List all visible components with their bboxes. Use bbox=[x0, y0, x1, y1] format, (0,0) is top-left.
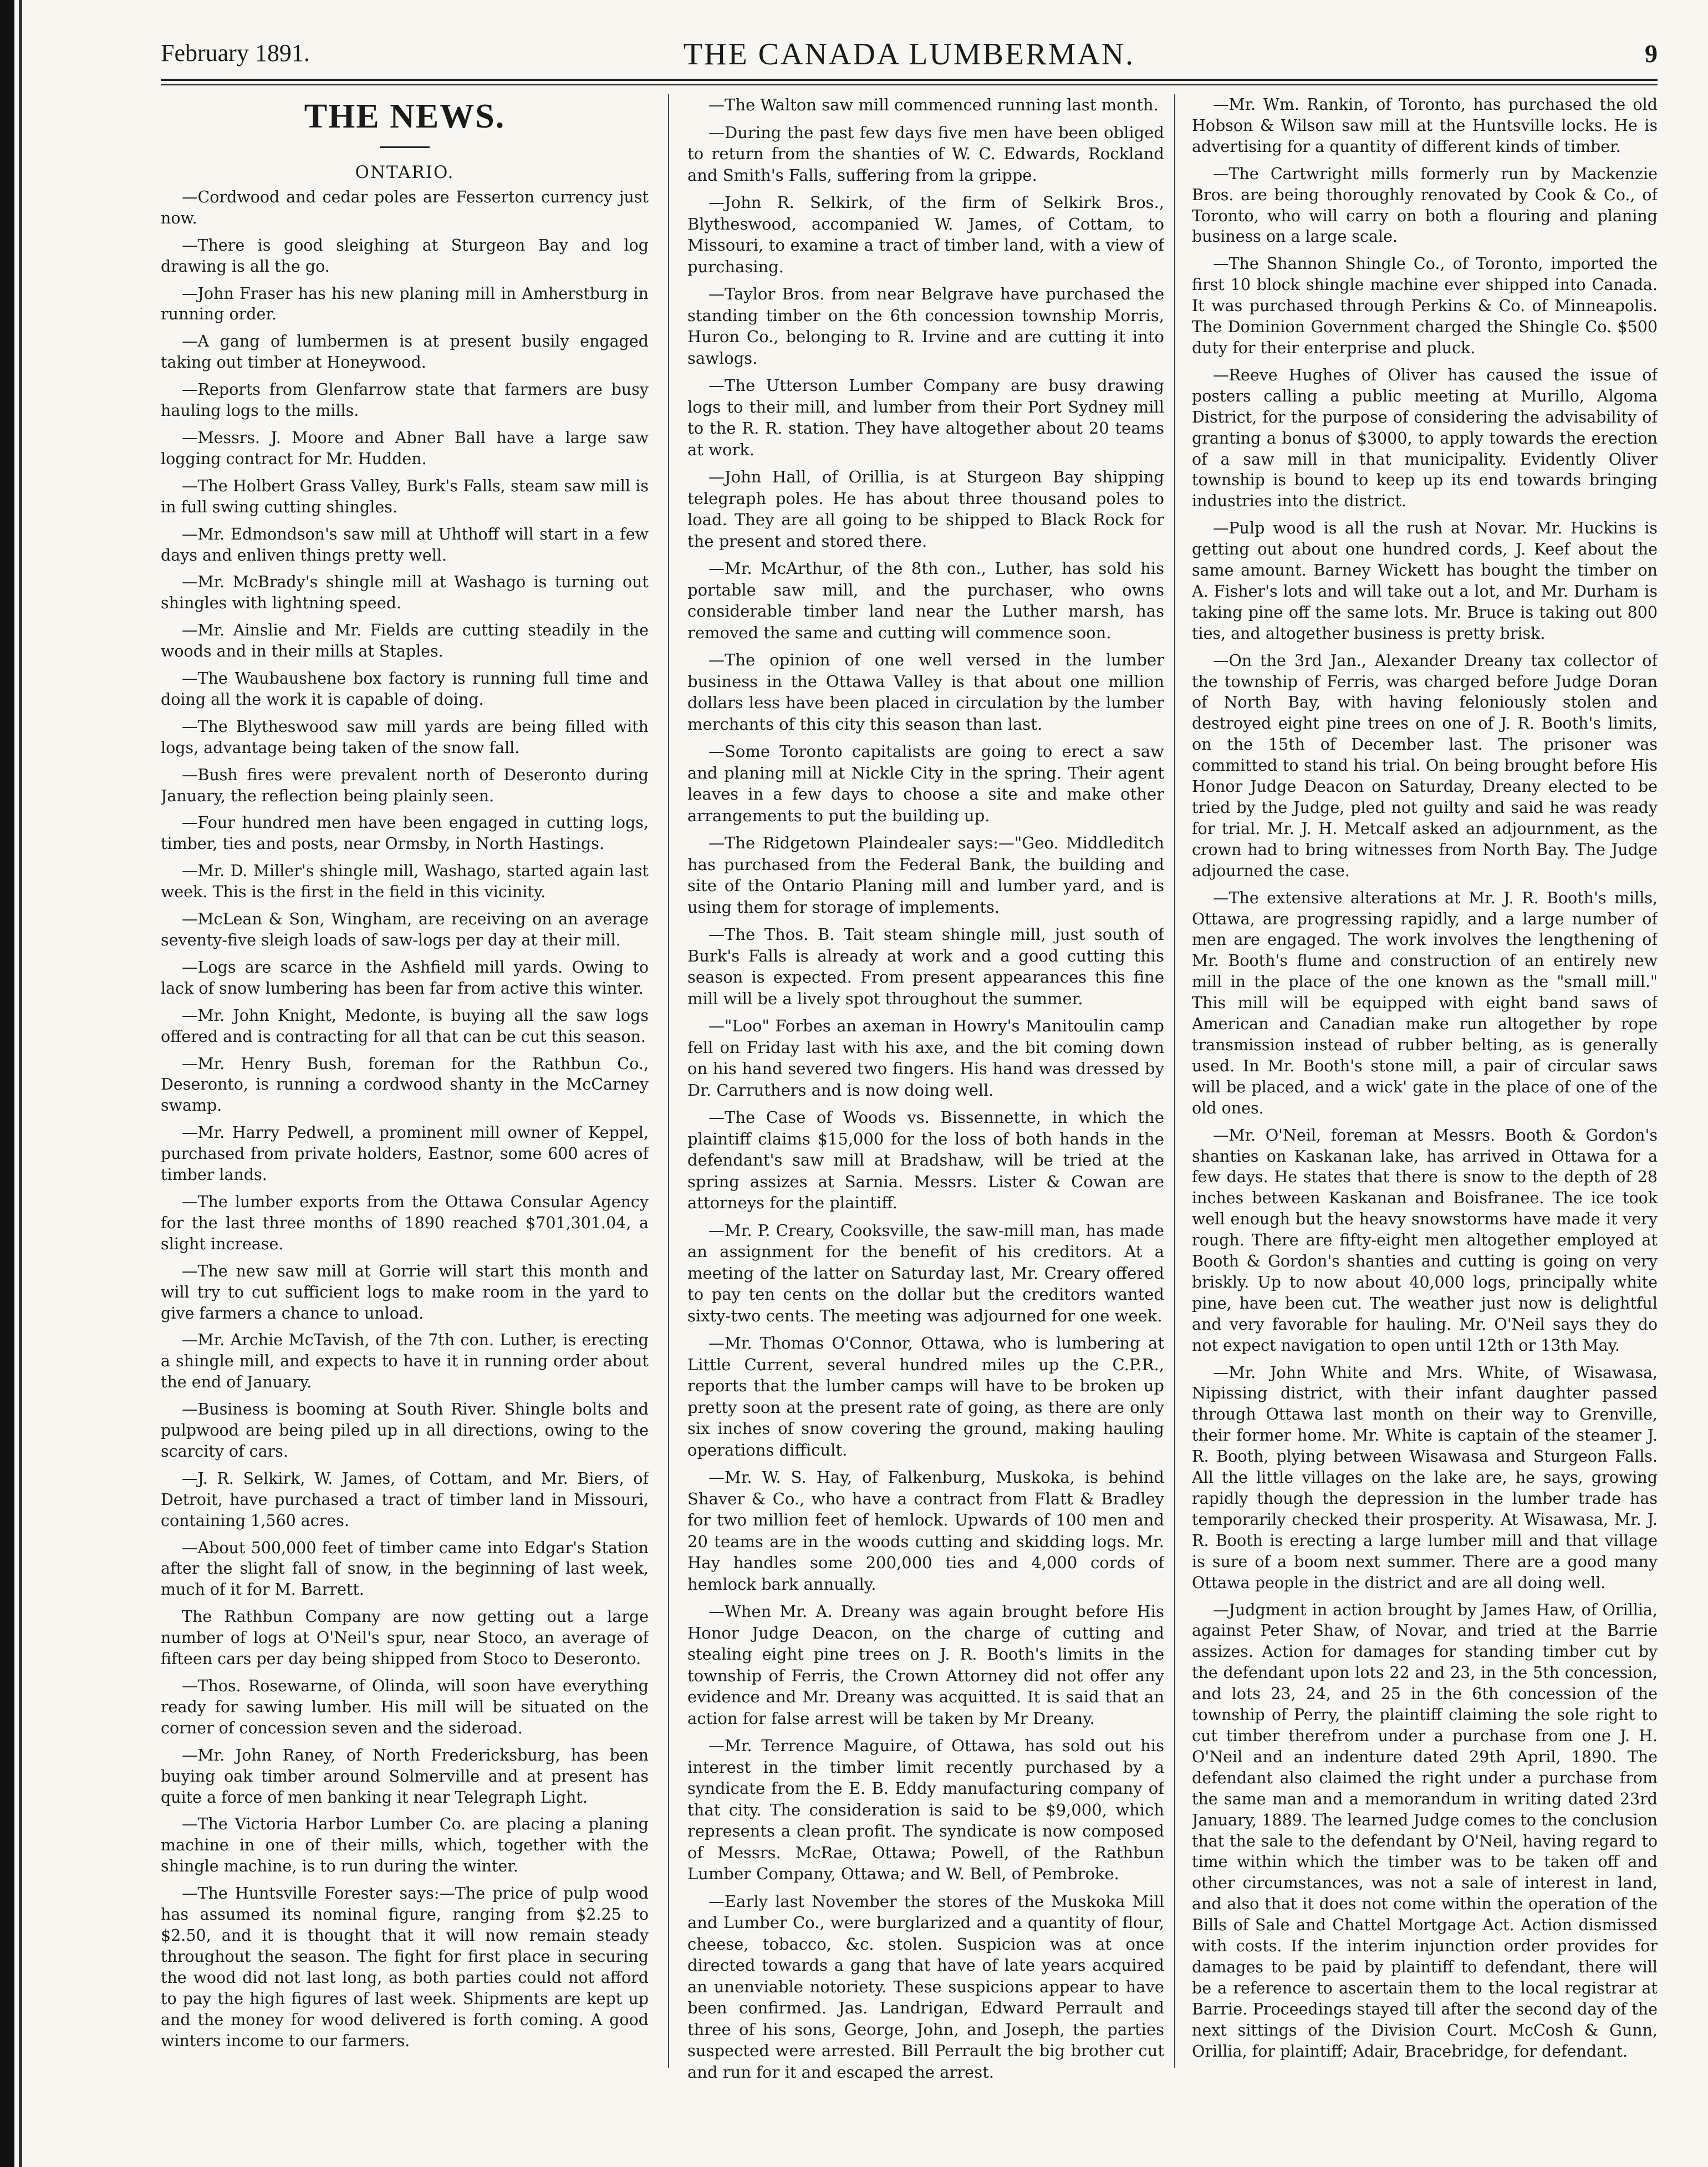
news-items bbox=[1192, 94, 1658, 2062]
news-item: —Four hundred men have been engaged in cutting logs, timber, ties and posts, near Ormsby, in North Hastings. bbox=[161, 813, 649, 853]
news-item: —J. R. Selkirk, W. James, of Cottam, and Mr. Biers, of Detroit, have purchased a tract of timber land in Missouri, containing 1,560 acres. bbox=[161, 1469, 649, 1530]
news-item: —Mr. Edmondson's saw mill at Uhthoff will start in a few days and enliven things pretty well. bbox=[161, 525, 649, 564]
news-item: —Mr. Ainslie and Mr. Fields are cutting steadily in the woods and in their mills at Staples. bbox=[161, 621, 649, 661]
news-item: —Mr. D. Miller's shingle mill, Washago, started again last week. This is the first in the field in this vicinity. bbox=[161, 862, 649, 902]
column-divider bbox=[668, 94, 669, 2068]
news-item: —On the 3rd Jan., Alexander Dreany tax collector of the township of Ferris, was charged before Judge Doran of North Bay, with having feloniously stolen and destroyed eight pine trees on one of J. R. Booth's limits, on the 15th of December last. The prisoner was committed to stand his trial. On being brought before His Honor Judge Deacon on Saturday, Dreany elected to be tried by the Judge, pled not guilty and said he was ready for trial. Mr. J. H. Metcalf asked an adjournment, as the crown had to bring witnesses from North Bay. The Judge adjourned the case. bbox=[1192, 651, 1658, 880]
issue-date: February 1891. bbox=[161, 39, 310, 67]
news-item: —The extensive alterations at Mr. J. R. Booth's mills, Ottawa, are progressing rapidly, and a large number of men are engaged. The work involves the lengthening of Mr. Booth's flume and construction of an entirely new mill in the place of the one known as the "small mill." This mill will be equipped with eight band saws of American and Canadian make run altogether by rope transmission instead of rubber belting, as is generally used. In Mr. Booth's stone mill, a pair of circular saws will be placed, and a wick' gate in the place of one of the old ones. bbox=[1192, 888, 1658, 1117]
news-item: —Mr. Henry Bush, foreman for the Rathbun Co., Deseronto, is running a cordwood shanty in the McCarney swamp. bbox=[161, 1054, 649, 1115]
news-item: —Mr. John Raney, of North Fredericksburg, has been buying oak timber around Solmerville and at present has quite a force of men banking it near Telegraph Light. bbox=[161, 1746, 649, 1807]
news-item: —Messrs. J. Moore and Abner Ball have a large saw logging contract for Mr. Hudden. bbox=[161, 428, 649, 468]
news-item: —The opinion of one well versed in the lumber business in the Ottawa Valley is that about one million dollars less have been placed in circulation by the lumber merchants of this city this season than last. bbox=[687, 650, 1164, 734]
news-item: —The Shannon Shingle Co., of Toronto, imported the first 10 block shingle machine ever shipped into Canada. It was purchased through Perkins & Co. of Minneapolis. The Dominion Government charged the Shingle Co. $500 duty for their enterprise and pluck. bbox=[1192, 255, 1658, 357]
news-item: —A gang of lumbermen is at present busily engaged taking out timber at Honeywood. bbox=[161, 332, 649, 372]
news-item: —The Blytheswood saw mill yards are being filled with logs, advantage being taken of the snow fall. bbox=[161, 717, 649, 757]
news-item: —John Hall, of Orillia, is at Sturgeon Bay shipping telegraph poles. He has about three thousand poles to load. They are all going to be shipped to Black Rock for the present and stored there. bbox=[687, 467, 1164, 551]
news-item: —The Huntsville Forester says:—The price of pulp wood has assumed its nominal figure, ranging from $2.25 to $2.50, and it is thought that it will now remain steady throughout the season. The fight for first place in securing the wood did not last long, as both parties could not afford to pay the high figures of last week. Shipments are kept up and the money for wood delivered is forth coming. A good winters income to our farmers. bbox=[161, 1884, 649, 2050]
news-item: —The Walton saw mill commenced running last month. bbox=[708, 95, 1159, 114]
news-item: —The Waubaushene box factory is running full time and doing all the work it is capable of doing. bbox=[161, 669, 649, 709]
news-item: —Mr. McArthur, of the 8th con., Luther, has sold his portable saw mill, and the purchaser, who owns considerable timber land near the Luther marsh, has removed the same and cutting will commence soon. bbox=[687, 559, 1164, 642]
masthead-title: THE CANADA LUMBERMAN. bbox=[683, 37, 1135, 72]
news-item: —Mr. Thomas O'Connor, Ottawa, who is lumbering at Little Current, several hundred miles up the C.P.R., reports that the lumber camps will have to be broken up pretty soon at the present rate of going, as there are only six inches of snow covering the ground, making hauling operations difficult. bbox=[687, 1334, 1164, 1459]
news-item: —Reeve Hughes of Oliver has caused the issue of posters calling a public meeting at Murillo, Algoma District, for the purpose of considering the advisability of granting a bonus of $3000, to apply towards the erection of a saw mill in that municipality. Evidently Oliver township is bound to keep up its end towards bringing industries into the district. bbox=[1192, 365, 1658, 511]
news-item: —Business is booming at South River. Shingle bolts and pulpwood are being piled up in all directions, owing to the scarcity of cars. bbox=[161, 1400, 649, 1461]
news-item: —Mr. John Knight, Medonte, is buying all the saw logs offered and is contracting for all that can be cut this season. bbox=[161, 1006, 649, 1046]
news-item: —Mr. Archie McTavish, of the 7th con. Luther, is erecting a shingle mill, and expects to have it in running order about the end of January. bbox=[161, 1331, 649, 1392]
news-item: —Mr. Harry Pedwell, a prominent mill owner of Keppel, purchased from private holders, Eastnor, some 600 acres of timber lands. bbox=[161, 1123, 649, 1184]
news-item: —Taylor Bros. from near Belgrave have purchased the standing timber on the 6th concession township Morris, Huron Co., belonging to R. Irvine and are cutting it into sawlogs. bbox=[687, 284, 1164, 368]
news-item: —John Fraser has his new planing mill in Amherstburg in running order. bbox=[161, 284, 649, 324]
header-rule-thin bbox=[161, 84, 1658, 85]
news-item: The Rathbun Company are now getting out a large number of logs at O'Neil's spur, near Stoco, an average of fifteen cars per day being shipped from Stoco to Deseronto. bbox=[161, 1608, 649, 1669]
header-rule bbox=[161, 79, 1658, 81]
news-item: —Mr. John White and Mrs. White, of Wisawasa, Nipissing district, with their infant daughter passed through Ottawa last month on their way to Grenville, their former home. Mr. White is captain of the steamer J. R. Booth, plying between Wisawasa and Sturgeon Falls. All the little villages on the lake are, he says, growing rapidly though the depression in the lumber trade has temporarily checked their prosperity. At Wisawasa, Mr. J. R. Booth is erecting a large lumber mill and that village is sure of a boom next summer. There are a good many Ottawa people in the district and are all doing well. bbox=[1192, 1363, 1658, 1592]
news-item: —Mr. Terrence Maguire, of Ottawa, has sold out his interest in the timber limit recently purchased by a syndicate from the E. B. Eddy manufacturing company of that city. The consideration is said to be $9,000, which represents a clean profit. The syndicate is now composed of Messrs. McRae, Ottawa; Powell, of the Rathbun Lumber Company, Ottawa; and W. Bell, of Pembroke. bbox=[687, 1736, 1164, 1883]
column-1 bbox=[161, 94, 649, 2146]
section-title: THE NEWS. bbox=[304, 98, 506, 135]
news-item: —Some Toronto capitalists are going to erect a saw and planing mill at Nickle City in the spring. Their agent leaves in a few days to choose a site and make other arrangements to put the building up. bbox=[687, 742, 1164, 825]
page-header bbox=[161, 34, 1658, 74]
news-item: —Thos. Rosewarne, of Olinda, will soon have everything ready for sawing lumber. His mill will be situated on the corner of concession seven and the sideroad. bbox=[161, 1677, 649, 1737]
news-item: —Pulp wood is all the rush at Novar. Mr. Huckins is getting out about one hundred cords, J. Keef about the same amount. Barney Wickett has bought the timber on A. Fisher's lots and will take out a lot, and Mr. Durham is taking pine off the same lots. Mr. Bruce is taking out 800 ties, and altogether business is pretty brisk. bbox=[1192, 519, 1658, 643]
news-item: —When Mr. A. Dreany was again brought before His Honor Judge Deacon, on the charge of cutting and stealing eight pine trees on J. R. Booth's limits in the township of Ferris, the Crown Attorney did not offer any evidence and Mr. Dreany was acquitted. It is said that an action for false arrest will be taken by Mr Dreany. bbox=[687, 1602, 1164, 1728]
scan-edge bbox=[0, 0, 14, 2167]
news-items bbox=[687, 94, 1164, 2083]
news-item: —Judgment in action brought by James Haw, of Orillia, against Peter Shaw, of Novar, and tried at the Barrie assizes. Action for damages for standing timber cut by the defendant upon lots 22 and 23, in the 5th concession, and lots 23, 24, and 25 in the 6th concession of the township of Perry, the plaintiff claiming the sole right to cut timber therefrom under a purchase from one J. H. O'Neil and an indenture dated 29th April, 1890. The defendant also claimed the right under a purchase from the same man and a memorandum in writing dated 23rd January, 1889. The learned Judge comes to the conclusion that the sale to the defendant by O'Neil, having regard to time within which the timber was to be taken off and other circumstances, was not a sale of interest in land, and also that it does not come within the operation of the Bills of Sale and Chattel Mortgage Act. Action dismissed with costs. If the interim injunction order provides for damages to be paid by plaintiff to defendant, there will be a reference to ascertain them to the local registrar at Barrie. Proceedings stayed till after the second day of the next sittings of the Division Court. McCosh & Gunn, Orillia, for plaintiff; Adair, Bracebridge, for defendant. bbox=[1192, 1600, 1658, 2061]
news-item: —Mr. W. S. Hay, of Falkenburg, Muskoka, is behind Shaver & Co., who have a contract from Flatt & Bradley for two million feet of hemlock. Upwards of 100 men and 20 teams are in the woods cutting and skidding logs. Mr. Hay handles some 200,000 ties and 4,000 cords of hemlock bark annually. bbox=[687, 1468, 1164, 1594]
news-item: —The Holbert Grass Valley, Burk's Falls, steam saw mill is in full swing cutting shingles. bbox=[161, 476, 649, 516]
column-2 bbox=[687, 94, 1164, 2146]
scan-edge-line bbox=[19, 0, 22, 2167]
news-item: —"Loo" Forbes an axeman in Howry's Manitoulin camp fell on Friday last with his axe, and the bit coming down on his hand severed two fingers. His hand was dressed by Dr. Carruthers and is now doing well. bbox=[687, 1016, 1164, 1100]
news-item: —The new saw mill at Gorrie will start this month and will try to cut sufficient logs to make room in the yard to give farmers a chance to unload. bbox=[161, 1261, 649, 1322]
news-item: —Reports from Glenfarrow state that farmers are busy hauling logs to the mills. bbox=[161, 380, 649, 420]
news-item: —McLean & Son, Wingham, are receiving on an average seventy-five sleigh loads of saw-logs per day at their mill. bbox=[161, 910, 649, 949]
news-item: —The Cartwright mills formerly run by Mackenzie Bros. are being thoroughly renovated by Cook & Co., of Toronto, who will carry on both a flouring and planing business on a large scale. bbox=[1192, 164, 1658, 246]
page-number: 9 bbox=[1645, 39, 1658, 68]
news-item: —There is good sleighing at Sturgeon Bay and log drawing is all the go. bbox=[161, 236, 649, 276]
news-item: —Bush fires were prevalent north of Deseronto during January, the reflection being plainly seen. bbox=[161, 765, 649, 805]
news-item: —Logs are scarce in the Ashfield mill yards. Owing to lack of snow lumbering has been far from active this winter. bbox=[161, 958, 649, 998]
news-item: —During the past few days five men have been obliged to return from the shanties of W. C. Edwards, Rockland and Smith's Falls, suffering from la grippe. bbox=[687, 123, 1164, 185]
column-divider bbox=[1174, 94, 1175, 2068]
column-3 bbox=[1192, 94, 1658, 2146]
news-item: —The Utterson Lumber Company are busy drawing logs to their mill, and lumber from their Port Sydney mill to the R. R. station. They have altogether about 20 teams at work. bbox=[687, 376, 1164, 459]
news-item: —John R. Selkirk, of the firm of Selkirk Bros., Blytheswood, accompanied W. James, of Cottam, to Missouri, to examine a tract of timber land, with a view of purchasing. bbox=[687, 193, 1164, 276]
news-item: —The lumber exports from the Ottawa Consular Agency for the last three months of 1890 reached $701,301.04, a slight increase. bbox=[161, 1192, 649, 1253]
news-item: —Mr. Wm. Rankin, of Toronto, has purchased the old Hobson & Wilson saw mill at the Huntsville locks. He is advertising for a quantity of different kinds of timber. bbox=[1192, 95, 1658, 156]
news-item: —About 500,000 feet of timber came into Edgar's Station after the slight fall of snow, in the beginning of last week, much of it for M. Barrett. bbox=[161, 1538, 649, 1599]
title-rule bbox=[380, 146, 430, 148]
news-items bbox=[161, 187, 649, 2052]
news-item: —The Case of Woods vs. Bissennette, in which the plaintiff claims $15,000 for the loss of both hands in the defendant's saw mill at Bradshaw, will be tried at the spring assizes at Sarnia. Messrs. Lister & Cowan are attorneys for the plaintiff. bbox=[687, 1108, 1164, 1212]
news-item: —Mr. P. Creary, Cooksville, the saw-mill man, has made an assignment for the benefit of his creditors. At a meeting of the latter on Saturday last, Mr. Creary offered to pay ten cents on the dollar but the creditors wanted sixty-two cents. The meeting was adjourned for one week. bbox=[687, 1220, 1164, 1325]
news-item: —Early last November the stores of the Muskoka Mill and Lumber Co., were burglarized and a quantity of flour, cheese, tobacco, &c. stolen. Suspicion was at once directed towards a gang that have of late years acquired an unenviable notoriety. These suspicions appear to have been confirmed. Jas. Landrigan, Edward Perrault and three of his sons, George, John, and Joseph, the parties suspected were arrested. Bill Perrault the big brother cut and run for it and escaped the arrest. bbox=[687, 1891, 1164, 2082]
news-item: —Cordwood and cedar poles are Fesserton currency just now. bbox=[161, 187, 649, 227]
news-item: —The Ridgetown Plaindealer says:—"Geo. Middleditch has purchased from the Federal Bank, the building and site of the Ontario Planing mill and lumber yard, and is using them for storage of implements. bbox=[687, 833, 1164, 917]
news-item: —The Victoria Harbor Lumber Co. are placing a planing machine in one of their mills, which, together with the shingle machine, is to run during the winter. bbox=[161, 1815, 649, 1876]
region-heading: ONTARIO. bbox=[355, 162, 455, 182]
news-item: —Mr. McBrady's shingle mill at Washago is turning out shingles with lightning speed. bbox=[161, 573, 649, 613]
news-item: —The Thos. B. Tait steam shingle mill, just south of Burk's Falls is already at work and a good cutting this season is expected. From present appearances this fine mill will be a lively spot throughout the summer. bbox=[687, 925, 1164, 1008]
news-item: —Mr. O'Neil, foreman at Messrs. Booth & Gordon's shanties on Kaskanan lake, has arrived in Ottawa for a few days. He states that there is snow to the depth of 28 inches between Kaskanan and Boisfranee. The ice took well enough but the heavy snowstorms have made it very rough. There are fifty-eight men altogether employed at Booth & Gordon's shanties and cutting is going on very briskly. Up to now about 40,000 logs, principally white pine, have been cut. The weather just now is delightful and very favorable for hauling. Mr. O'Neil says they do not expect navigation to open until 12th or 13th May. bbox=[1192, 1126, 1658, 1355]
